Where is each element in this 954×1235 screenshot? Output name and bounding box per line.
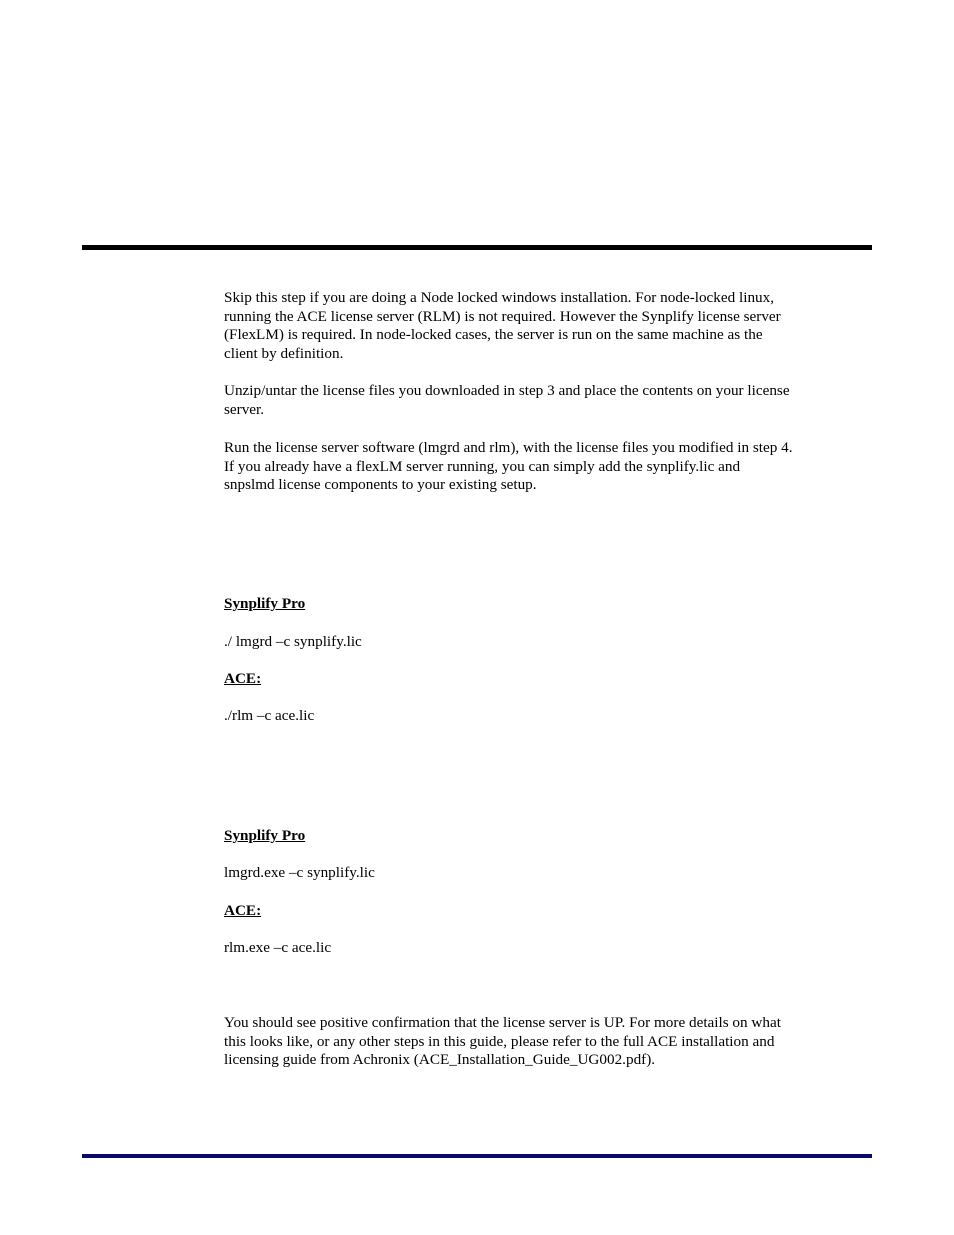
run-server-paragraph: Run the license server software (lmgrd and rlm), with the license files you modified in step 4. If you already have a flexLM server running, you can simply add the synplify.lic and snpslmd license components to your existing setup. [224, 439, 793, 494]
linux-ace-command: ./rlm –c ace.lic [224, 707, 315, 724]
windows-ace-heading: ACE: [224, 902, 262, 919]
linux-synplify-heading: Synplify Pro [224, 595, 306, 612]
unzip-paragraph: Unzip/untar the license files you downloaded in step 3 and place the contents on your license server. [224, 382, 790, 418]
intro-paragraph: Skip this step if you are doing a Node locked windows installation. For node-locked linux, running the ACE license server (RLM) is not required. However the Synplify license server (FlexLM) is required. In node-locked cases, the server is run on the same machine as the client by definition. [224, 289, 781, 363]
windows-ace-command: rlm.exe –c ace.lic [224, 939, 332, 956]
header-rule [82, 245, 872, 250]
closing-paragraph: You should see positive confirmation that the license server is UP. For more details on what this looks like, or any other steps in this guide, please refer to the full ACE installation and licensing guide from Achronix (ACE_Installation_Guide_UG002.pdf). [224, 1014, 781, 1069]
linux-synplify-command: ./ lmgrd –c synplify.lic [224, 633, 362, 650]
footer-rule [82, 1154, 872, 1158]
linux-ace-heading: ACE: [224, 670, 262, 687]
windows-synplify-command: lmgrd.exe –c synplify.lic [224, 864, 375, 881]
windows-synplify-heading: Synplify Pro [224, 827, 306, 844]
